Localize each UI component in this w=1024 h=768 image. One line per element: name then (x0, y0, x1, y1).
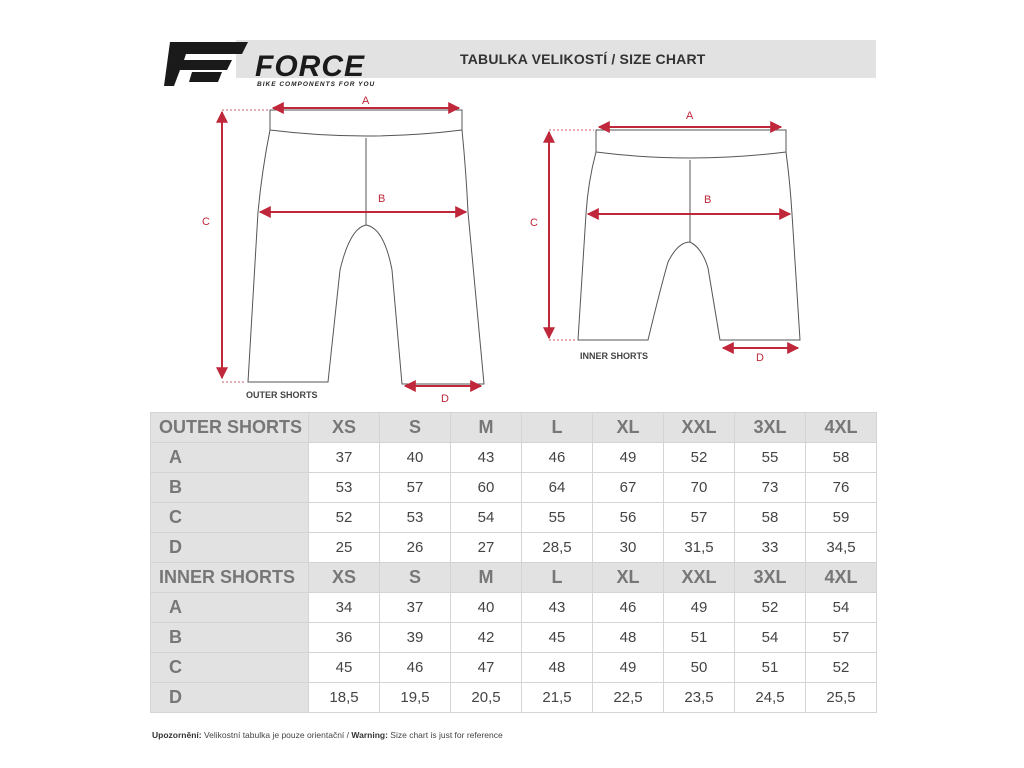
table-cell: 34 (309, 593, 380, 623)
table-cell: 23,5 (664, 683, 735, 713)
inner-shorts-drawing (578, 130, 800, 340)
table-cell: 47 (451, 653, 522, 683)
table-cell: 20,5 (451, 683, 522, 713)
table-row (151, 623, 877, 653)
table-cell: 27 (451, 533, 522, 563)
table-cell: 51 (735, 653, 806, 683)
table-cell: 46 (380, 653, 451, 683)
table-cell: 25,5 (806, 683, 877, 713)
size-header: 4XL (806, 563, 877, 593)
outer-label-d: D (441, 393, 449, 405)
outer-shorts-heading: OUTER SHORTS (151, 413, 309, 443)
footnote-cz-label: Upozornění: (152, 730, 202, 740)
outer-dimension-lines (222, 108, 481, 386)
row-label: C (151, 653, 309, 683)
row-label: D (151, 533, 309, 563)
table-cell: 42 (451, 623, 522, 653)
inner-header-row (151, 563, 877, 593)
table-cell: 67 (593, 473, 664, 503)
row-label: B (151, 623, 309, 653)
table-cell: 45 (522, 623, 593, 653)
table-cell: 73 (735, 473, 806, 503)
table-cell: 60 (451, 473, 522, 503)
inner-label-d: D (756, 352, 764, 364)
table-cell: 52 (806, 653, 877, 683)
size-header: 3XL (735, 563, 806, 593)
table-cell: 46 (522, 443, 593, 473)
size-header: XL (593, 413, 664, 443)
table-cell: 50 (664, 653, 735, 683)
table-cell: 55 (522, 503, 593, 533)
size-header: L (522, 563, 593, 593)
table-cell: 58 (806, 443, 877, 473)
row-label: A (151, 593, 309, 623)
size-header: 3XL (735, 413, 806, 443)
table-cell: 54 (735, 623, 806, 653)
size-header: 4XL (806, 413, 877, 443)
table-cell: 53 (309, 473, 380, 503)
table-cell: 55 (735, 443, 806, 473)
table-cell: 49 (593, 653, 664, 683)
table-cell: 19,5 (380, 683, 451, 713)
size-header: XXL (664, 413, 735, 443)
outer-shorts-caption: OUTER SHORTS (246, 390, 318, 400)
table-cell: 31,5 (664, 533, 735, 563)
table-cell: 56 (593, 503, 664, 533)
table-cell: 59 (806, 503, 877, 533)
table-cell: 37 (309, 443, 380, 473)
table-row (151, 533, 877, 563)
table-row (151, 503, 877, 533)
table-cell: 53 (380, 503, 451, 533)
table-cell: 40 (451, 593, 522, 623)
table-cell: 43 (522, 593, 593, 623)
table-cell: 57 (806, 623, 877, 653)
row-label: C (151, 503, 309, 533)
footnote-en-label: Warning: (351, 730, 388, 740)
table-cell: 40 (380, 443, 451, 473)
table-row (151, 473, 877, 503)
row-label: B (151, 473, 309, 503)
table-cell: 25 (309, 533, 380, 563)
footnote-cz-text: Velikostní tabulka je pouze orientační / (203, 730, 350, 740)
size-header: L (522, 413, 593, 443)
size-header: S (380, 413, 451, 443)
inner-label-a: A (686, 110, 694, 122)
size-table (150, 412, 877, 713)
table-cell: 64 (522, 473, 593, 503)
table-cell: 28,5 (522, 533, 593, 563)
inner-shorts-heading: INNER SHORTS (151, 563, 309, 593)
table-cell: 37 (380, 593, 451, 623)
table-cell: 52 (735, 593, 806, 623)
outer-shorts-drawing (248, 110, 484, 384)
table-cell: 54 (806, 593, 877, 623)
outer-header-row (151, 413, 877, 443)
footnote (152, 730, 503, 740)
size-header: XS (309, 563, 380, 593)
page-title: TABULKA VELIKOSTÍ / SIZE CHART (460, 51, 706, 67)
table-cell: 57 (664, 503, 735, 533)
table-row (151, 683, 877, 713)
table-cell: 33 (735, 533, 806, 563)
table-cell: 39 (380, 623, 451, 653)
table-row (151, 653, 877, 683)
table-cell: 48 (522, 653, 593, 683)
footnote-en-text: Size chart is just for reference (390, 730, 503, 740)
table-cell: 76 (806, 473, 877, 503)
table-cell: 52 (664, 443, 735, 473)
table-cell: 70 (664, 473, 735, 503)
size-header: S (380, 563, 451, 593)
size-header: M (451, 563, 522, 593)
table-cell: 51 (664, 623, 735, 653)
size-header: XS (309, 413, 380, 443)
size-header: XL (593, 563, 664, 593)
inner-dimension-lines (549, 127, 798, 348)
outer-label-b: B (378, 193, 386, 205)
table-cell: 58 (735, 503, 806, 533)
table-cell: 22,5 (593, 683, 664, 713)
table-cell: 24,5 (735, 683, 806, 713)
outer-label-a: A (362, 95, 370, 107)
table-cell: 48 (593, 623, 664, 653)
row-label: D (151, 683, 309, 713)
table-cell: 36 (309, 623, 380, 653)
table-cell: 34,5 (806, 533, 877, 563)
brand-tagline: BIKE COMPONENTS FOR YOU (257, 81, 376, 88)
inner-label-c: C (530, 217, 538, 229)
table-cell: 43 (451, 443, 522, 473)
inner-label-b: B (704, 194, 712, 206)
table-cell: 52 (309, 503, 380, 533)
table-cell: 49 (593, 443, 664, 473)
table-cell: 18,5 (309, 683, 380, 713)
row-label: A (151, 443, 309, 473)
table-cell: 30 (593, 533, 664, 563)
inner-shorts-caption: INNER SHORTS (580, 351, 649, 361)
brand-wordmark: FORCE (255, 50, 365, 83)
table-cell: 46 (593, 593, 664, 623)
table-cell: 45 (309, 653, 380, 683)
table-cell: 26 (380, 533, 451, 563)
table-cell: 21,5 (522, 683, 593, 713)
size-header: XXL (664, 563, 735, 593)
table-row (151, 443, 877, 473)
outer-label-c: C (202, 216, 210, 228)
size-header: M (451, 413, 522, 443)
table-cell: 57 (380, 473, 451, 503)
table-cell: 54 (451, 503, 522, 533)
table-row (151, 593, 877, 623)
table-cell: 49 (664, 593, 735, 623)
